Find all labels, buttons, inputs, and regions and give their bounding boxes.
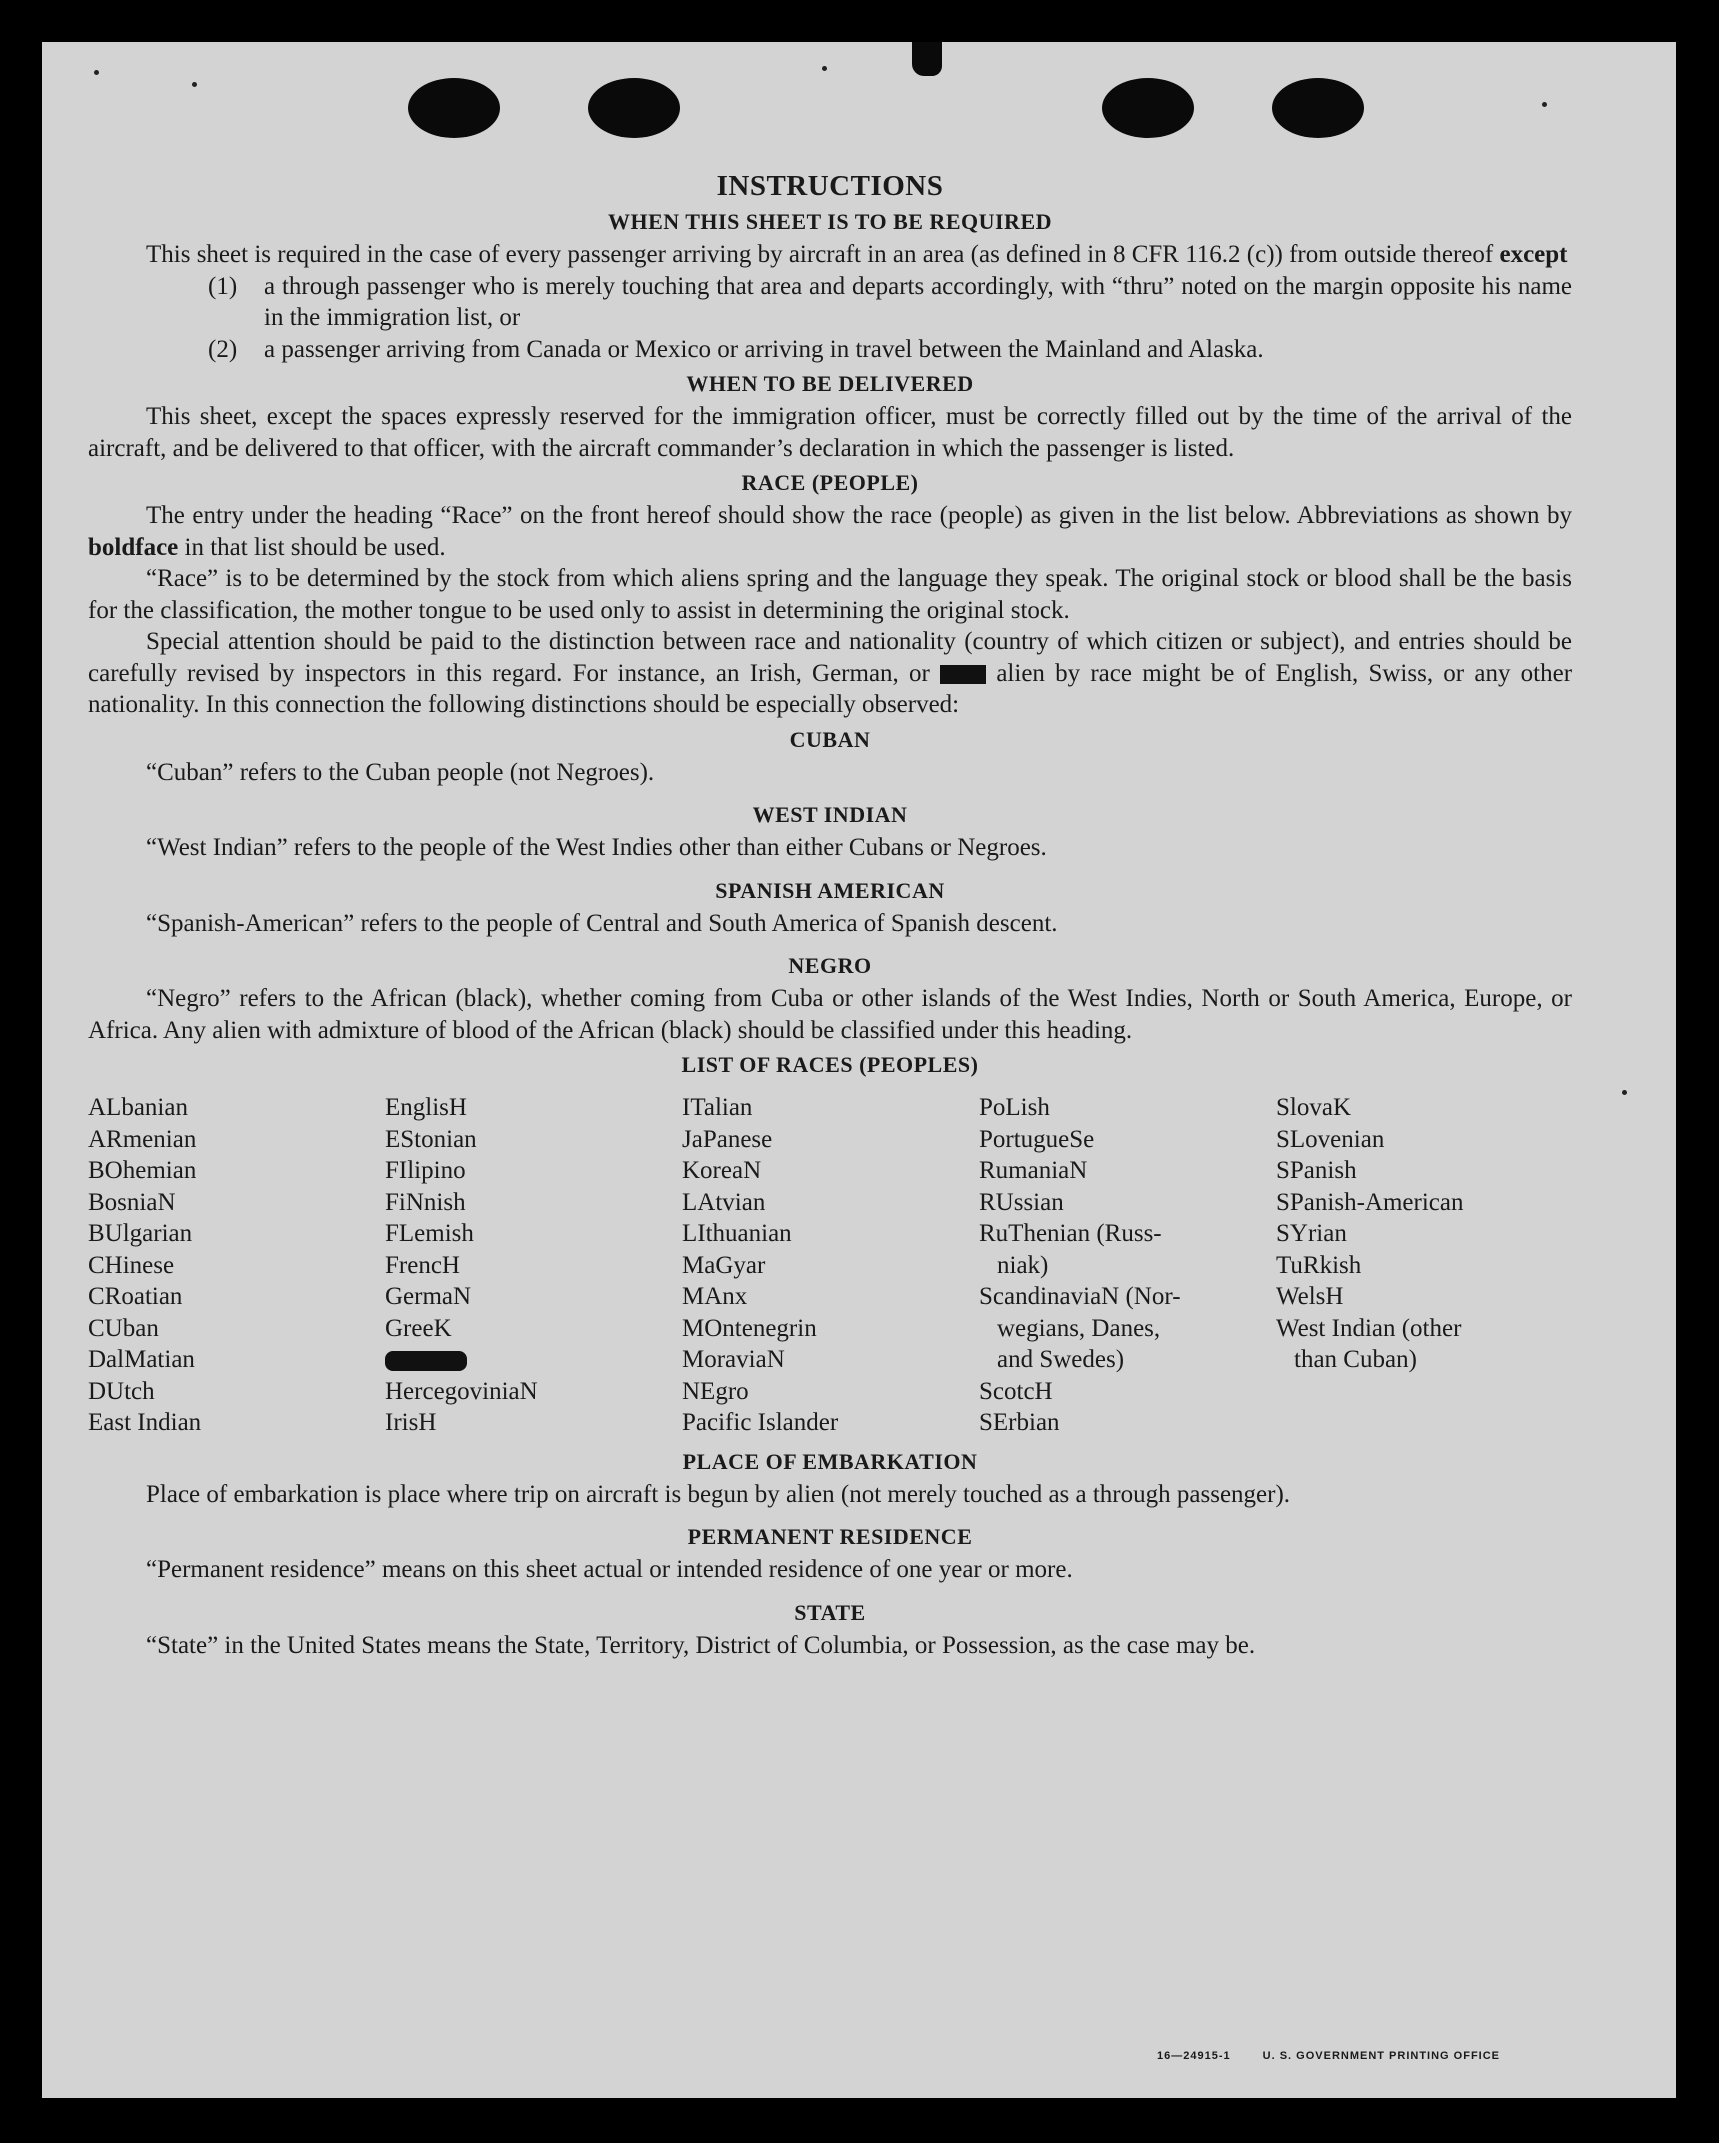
west-indian-text: “West Indian” refers to the people of the West Indies other than either Cubans or Negroes. bbox=[146, 834, 1047, 861]
form-footer bbox=[1157, 2050, 1500, 2062]
races-list bbox=[88, 1092, 1572, 1439]
race-entry: TuRkish bbox=[1276, 1251, 1362, 1279]
race-entry: GreeK bbox=[385, 1314, 452, 1342]
race-entry: KoreaN bbox=[682, 1157, 762, 1184]
race-entry: WelsH bbox=[1276, 1283, 1344, 1310]
race-entry: JaPanese bbox=[682, 1125, 773, 1153]
race-entry: ScandinaviaN (Nor- bbox=[979, 1283, 1181, 1310]
race-entry: and Swedes) bbox=[997, 1346, 1125, 1373]
races-column bbox=[1276, 1092, 1573, 1439]
permanent-residence-text: “Permanent residence” means on this sheet actual or intended residence of one year or more. bbox=[146, 1556, 1073, 1583]
race-entry: than Cuban) bbox=[1294, 1346, 1417, 1373]
form-number: 16—24915-1 bbox=[1157, 2050, 1231, 2062]
race-entry: SlovaK bbox=[1276, 1094, 1351, 1121]
state-text: “State” in the United States means the State, Territory, District of Columbia, or Possession, as the case may be. bbox=[146, 1631, 1256, 1659]
race-entry: ALbanian bbox=[88, 1094, 188, 1121]
races-column bbox=[979, 1092, 1276, 1439]
spanish-american-text: “Spanish-American” refers to the people of Central and South America of Spanish descent. bbox=[146, 909, 1058, 937]
cuban-text: “Cuban” refers to the Cuban people (not Negroes). bbox=[146, 758, 655, 786]
race-entry: GermaN bbox=[385, 1283, 472, 1310]
race-entry: niak) bbox=[997, 1251, 1049, 1279]
race-entry: LAtvian bbox=[682, 1188, 766, 1216]
race-entry: West Indian (other bbox=[1276, 1314, 1462, 1342]
race-entry: IrisH bbox=[385, 1409, 437, 1436]
redaction-mark bbox=[385, 1351, 467, 1371]
section-title-west-indian: WEST INDIAN bbox=[752, 802, 908, 827]
race-entry: RuThenian (Russ- bbox=[979, 1220, 1162, 1247]
races-column bbox=[682, 1092, 979, 1439]
race-entry: BosniaN bbox=[88, 1188, 176, 1216]
paper-speck bbox=[192, 82, 197, 87]
paper-speck bbox=[822, 66, 827, 71]
race-entry: Pacific Islander bbox=[682, 1409, 839, 1436]
section-title-race: RACE (PEOPLE) bbox=[741, 470, 919, 495]
when-delivered-text: This sheet, except the spaces expressly reserved for the immigration officer, must be correctly filled out by the time of the arrival of the aircraft, and be delivered to that officer, with the aircraft commander’s declaration in which the passenger is listed. bbox=[88, 403, 1572, 462]
section-title-embarkation: PLACE OF EMBARKATION bbox=[682, 1448, 978, 1474]
section-title-when-required: WHEN THIS SHEET IS TO BE REQUIRED bbox=[607, 209, 1053, 234]
races-column bbox=[385, 1092, 682, 1439]
punch-hole bbox=[408, 78, 500, 138]
race-entry: FIlipino bbox=[385, 1157, 466, 1184]
instructions-content bbox=[88, 170, 1572, 1661]
race-entry: FLemish bbox=[385, 1220, 474, 1247]
negro-text: “Negro” refers to the African (black), whether coming from Cuba or other islands of the West Indies, North or South America, Europe, or Africa. Any alien with admixture of blood of the African (black) should be classified under this heading. bbox=[88, 985, 1572, 1044]
race-entry: MOntenegrin bbox=[682, 1314, 817, 1342]
exception-item-1: (1) a through passenger who is merely touching that area and departs accordingly, with “thru” noted on the margin opposite his name in the immigration list, or bbox=[208, 272, 1572, 331]
race-entry: SPanish-American bbox=[1276, 1188, 1464, 1216]
race-entry: RumaniaN bbox=[979, 1157, 1088, 1184]
race-entry: NEgro bbox=[682, 1377, 749, 1405]
race-entry: DUtch bbox=[88, 1377, 155, 1405]
when-required-intro: This sheet is required in the case of every passenger arriving by aircraft in an area (as defined in 8 CFR 116.2 (c)) from outside thereof except bbox=[146, 241, 1568, 268]
redaction-mark bbox=[940, 665, 986, 684]
section-title-state: STATE bbox=[794, 1599, 866, 1625]
race-entry: BOhemian bbox=[88, 1157, 197, 1184]
section-title-permanent-residence: PERMANENT RESIDENCE bbox=[687, 1524, 973, 1549]
section-title-spanish-american: SPANISH AMERICAN bbox=[715, 877, 945, 903]
section-title-cuban: CUBAN bbox=[789, 726, 871, 752]
race-entry: EnglisH bbox=[385, 1094, 467, 1121]
race-entry: MAnx bbox=[682, 1283, 748, 1310]
paper-speck bbox=[1542, 102, 1547, 107]
race-entry: SErbian bbox=[979, 1409, 1060, 1436]
race-entry: HercegoviniaN bbox=[385, 1377, 538, 1405]
race-entry: SLovenian bbox=[1276, 1125, 1385, 1153]
race-entry: FiNnish bbox=[385, 1188, 466, 1216]
paper-tear-mark bbox=[912, 42, 942, 76]
race-entry: LIthuanian bbox=[682, 1220, 792, 1247]
race-entry: DalMatian bbox=[88, 1346, 195, 1373]
race-entry: PortugueSe bbox=[979, 1125, 1095, 1153]
races-column bbox=[88, 1092, 385, 1439]
race-entry: SPanish bbox=[1276, 1157, 1357, 1184]
printer-imprint: U. S. GOVERNMENT PRINTING OFFICE bbox=[1262, 2050, 1500, 2062]
document-sheet bbox=[42, 42, 1676, 2098]
section-title-list-of-races: LIST OF RACES (PEOPLES) bbox=[681, 1052, 979, 1077]
paper-speck bbox=[94, 70, 99, 75]
race-paragraph-1: The entry under the heading “Race” on the front hereof should show the race (people) as given in the list below. Abbreviations as shown by boldface in that list should be used. bbox=[88, 502, 1572, 561]
section-title-when-delivered: WHEN TO BE DELIVERED bbox=[686, 371, 974, 396]
race-entry: wegians, Danes, bbox=[997, 1314, 1161, 1342]
redacted-race-entry bbox=[385, 1344, 682, 1376]
embarkation-text: Place of embarkation is place where trip on aircraft is begun by alien (not merely touched as a through passenger). bbox=[146, 1480, 1291, 1508]
race-paragraph-3: Special attention should be paid to the distinction between race and nationality (country of which citizen or subject), and entries should be carefully revised by inspectors in this regard. For instance, an Irish, German, or alien by race might be of English, Swiss, or any other nationality. In this connection the following distinctions should be especially observed: bbox=[88, 628, 1573, 718]
race-entry: EStonian bbox=[385, 1125, 477, 1153]
page-title: INSTRUCTIONS bbox=[716, 170, 944, 202]
race-entry: CHinese bbox=[88, 1251, 175, 1279]
race-entry: RUssian bbox=[979, 1188, 1064, 1216]
race-entry: PoLish bbox=[979, 1094, 1050, 1121]
punch-hole bbox=[588, 78, 680, 138]
race-entry: ScotcH bbox=[979, 1377, 1053, 1405]
race-entry: ARmenian bbox=[88, 1125, 197, 1153]
race-entry: CUban bbox=[88, 1314, 159, 1342]
race-paragraph-2: “Race” is to be determined by the stock from which aliens spring and the language they speak. The original stock or blood shall be the basis for the classification, the mother tongue to be used only to assist in determining the original stock. bbox=[88, 565, 1572, 624]
paper-speck bbox=[1622, 1090, 1627, 1095]
race-entry: FrencH bbox=[385, 1251, 460, 1279]
exception-item-2: (2) a passenger arriving from Canada or Mexico or arriving in travel between the Mainland and Alaska. bbox=[208, 335, 1264, 363]
race-entry: ITalian bbox=[682, 1094, 753, 1121]
race-entry: MoraviaN bbox=[682, 1346, 785, 1373]
race-entry: BUlgarian bbox=[88, 1220, 193, 1247]
section-title-negro: NEGRO bbox=[788, 953, 872, 978]
race-entry: East Indian bbox=[88, 1409, 202, 1436]
race-entry: CRoatian bbox=[88, 1283, 183, 1310]
race-entry: MaGyar bbox=[682, 1251, 766, 1279]
race-entry: SYrian bbox=[1276, 1220, 1347, 1247]
punch-hole bbox=[1272, 78, 1364, 138]
punch-hole bbox=[1102, 78, 1194, 138]
